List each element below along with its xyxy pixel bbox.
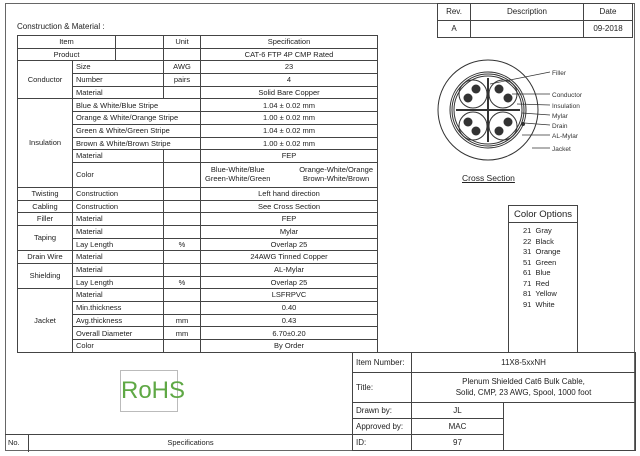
row-value: FEP [201,150,378,163]
group-label: Filler [18,213,73,226]
cross-section-caption: Cross Section [462,173,515,183]
row-value: AL-Mylar [201,264,378,277]
row-label: Product [18,48,116,61]
description-value [471,21,584,38]
row-label: Material [73,264,164,277]
col-item: Item [18,36,116,49]
row-label: Material [73,150,164,163]
drawn-by-value: JL [412,403,504,419]
row-label: Brown & White/Brown Stripe [73,137,201,150]
rev-value: A [438,21,471,38]
color-option: 51 Green [523,257,557,267]
color-options-box [508,205,578,352]
group-label: Conductor [18,61,73,99]
row-label: Min.thickness [73,302,164,315]
row-unit [164,289,201,302]
row-value: FEP [201,213,378,226]
row-label: Color [73,162,164,187]
footer-no: No. [8,438,20,447]
row-label: Material [73,251,164,264]
approved-by-label: Approved by: [353,419,412,435]
row-unit [164,86,201,99]
col-unit: Unit [164,36,201,49]
row-label: Lay Length [73,238,164,251]
row-unit [164,225,201,238]
row-unit [164,264,201,277]
spec-table [17,35,378,353]
header-row [18,36,378,49]
title-line: Solid, CMP, 23 AWG, Spool, 1000 foot [455,387,592,397]
row-label: Material [73,86,164,99]
row-value: 1.00 ± 0.02 mm [201,137,378,150]
row-label: Size [73,61,164,74]
group-label: Twisting [18,187,73,200]
row-value: CAT-6 FTP 4P CMP Rated [201,48,378,61]
row-unit [164,200,201,213]
group-label: Drain Wire [18,251,73,264]
color-pair: Brown-White/Brown [302,173,370,183]
row-value: 1.04 ± 0.02 mm [201,124,378,137]
label-filler: Filler [552,70,567,77]
row-unit [164,251,201,264]
label-mylar: Mylar [552,113,568,120]
color-option: 91 White [523,299,555,309]
rev-header: Rev. [438,4,471,21]
row-label: Material [73,225,164,238]
row-unit [164,302,201,315]
row-label: Green & White/Green Stripe [73,124,201,137]
row-unit: AWG [164,61,201,74]
footer-specifications: Specifications [167,438,214,447]
row-value: 4 [201,74,378,87]
row-value: Mylar [201,225,378,238]
color-option: 81 Yellow [523,289,557,298]
row-value: Overlap 25 [201,238,378,251]
table-row [18,61,378,74]
label-al-mylar: AL-Mylar [552,133,579,140]
row-label: Lay Length [73,276,164,289]
rohs-logo: RoHS [120,370,178,412]
row-value: 6.70±0.20 [201,327,378,340]
label-jacket: Jacket [552,146,571,153]
row-label: Number [73,74,164,87]
color-pair: Orange-White/Orange [299,165,373,175]
row-value: By Order [201,340,378,353]
description-header: Description [471,4,584,21]
footer-row [5,434,352,451]
title-block [352,352,636,451]
cross-section-diagram [432,58,632,168]
row-label: Overall Diameter [73,327,164,340]
label-insulation: Insulation [552,103,580,110]
date-header: Date [584,4,633,21]
id-value: 97 [412,435,504,451]
row-value: Solid Bare Copper [201,86,378,99]
section-title: Construction & Material : [17,22,105,31]
color-pair: Blue-White/Blue [210,165,265,175]
color-option: 71 Red [523,278,550,288]
color-option: 61 Blue [523,268,551,277]
row-unit: mm [164,327,201,340]
row-value: 1.04 ± 0.02 mm [201,99,378,112]
row-unit [164,340,201,353]
row-unit [164,213,201,226]
row-label: Blue & White/Blue Stripe [73,99,201,112]
group-label: Insulation [18,99,73,187]
group-label: Taping [18,225,73,250]
row-label: Material [73,289,164,302]
color-pair: Green-White/Green [205,173,271,183]
table-row [18,289,378,302]
group-label: Shielding [18,264,73,289]
table-row [18,225,378,238]
table-row [18,99,378,112]
table-row [18,251,378,264]
row-unit: % [164,276,201,289]
row-value: Overlap 25 [201,276,378,289]
row-unit [164,187,201,200]
row-value: 0.40 [201,302,378,315]
row-value: See Cross Section [201,200,378,213]
color-options-title: Color Options [509,206,577,223]
item-number-label: Item Number: [353,353,412,373]
color-option: 21 Gray [523,226,552,235]
label-conductor: Conductor [552,92,582,99]
row-value: LSFRPVC [201,289,378,302]
row-label: Construction [73,200,164,213]
row-value: 24AWG Tinned Copper [201,251,378,264]
table-row [18,213,378,226]
group-label: Jacket [18,289,73,352]
row-unit: mm [164,314,201,327]
row-label: Construction [73,187,164,200]
item-number-value: 11X8-5xxNH [412,353,636,373]
color-option: 31 Orange [523,247,561,256]
row-value: Left hand direction [201,187,378,200]
table-row [18,200,378,213]
col-spec: Specification [201,36,378,49]
row-value: 0.43 [201,314,378,327]
id-label: ID: [353,435,412,451]
row-label: Orange & White/Orange Stripe [73,112,201,125]
row-unit: pairs [164,74,201,87]
title-line: Plenum Shielded Cat6 Bulk Cable, [462,377,585,387]
row-label: Color [73,340,164,353]
drawn-by-label: Drawn by: [353,403,412,419]
revision-table [437,3,633,38]
row-value: 1.00 ± 0.02 mm [201,112,378,125]
label-drain: Drain [552,123,568,130]
date-value: 09-2018 [584,21,633,38]
row-value: 23 [201,61,378,74]
approved-by-value: MAC [412,419,504,435]
table-row [18,264,378,277]
row-unit: % [164,238,201,251]
color-option: 22 Black [523,236,554,246]
row-label: Avg.thickness [73,314,164,327]
title-label: Title: [353,373,412,403]
row-label: Material [73,213,164,226]
group-label: Cabling [18,200,73,213]
table-row [18,187,378,200]
table-row [18,48,378,61]
